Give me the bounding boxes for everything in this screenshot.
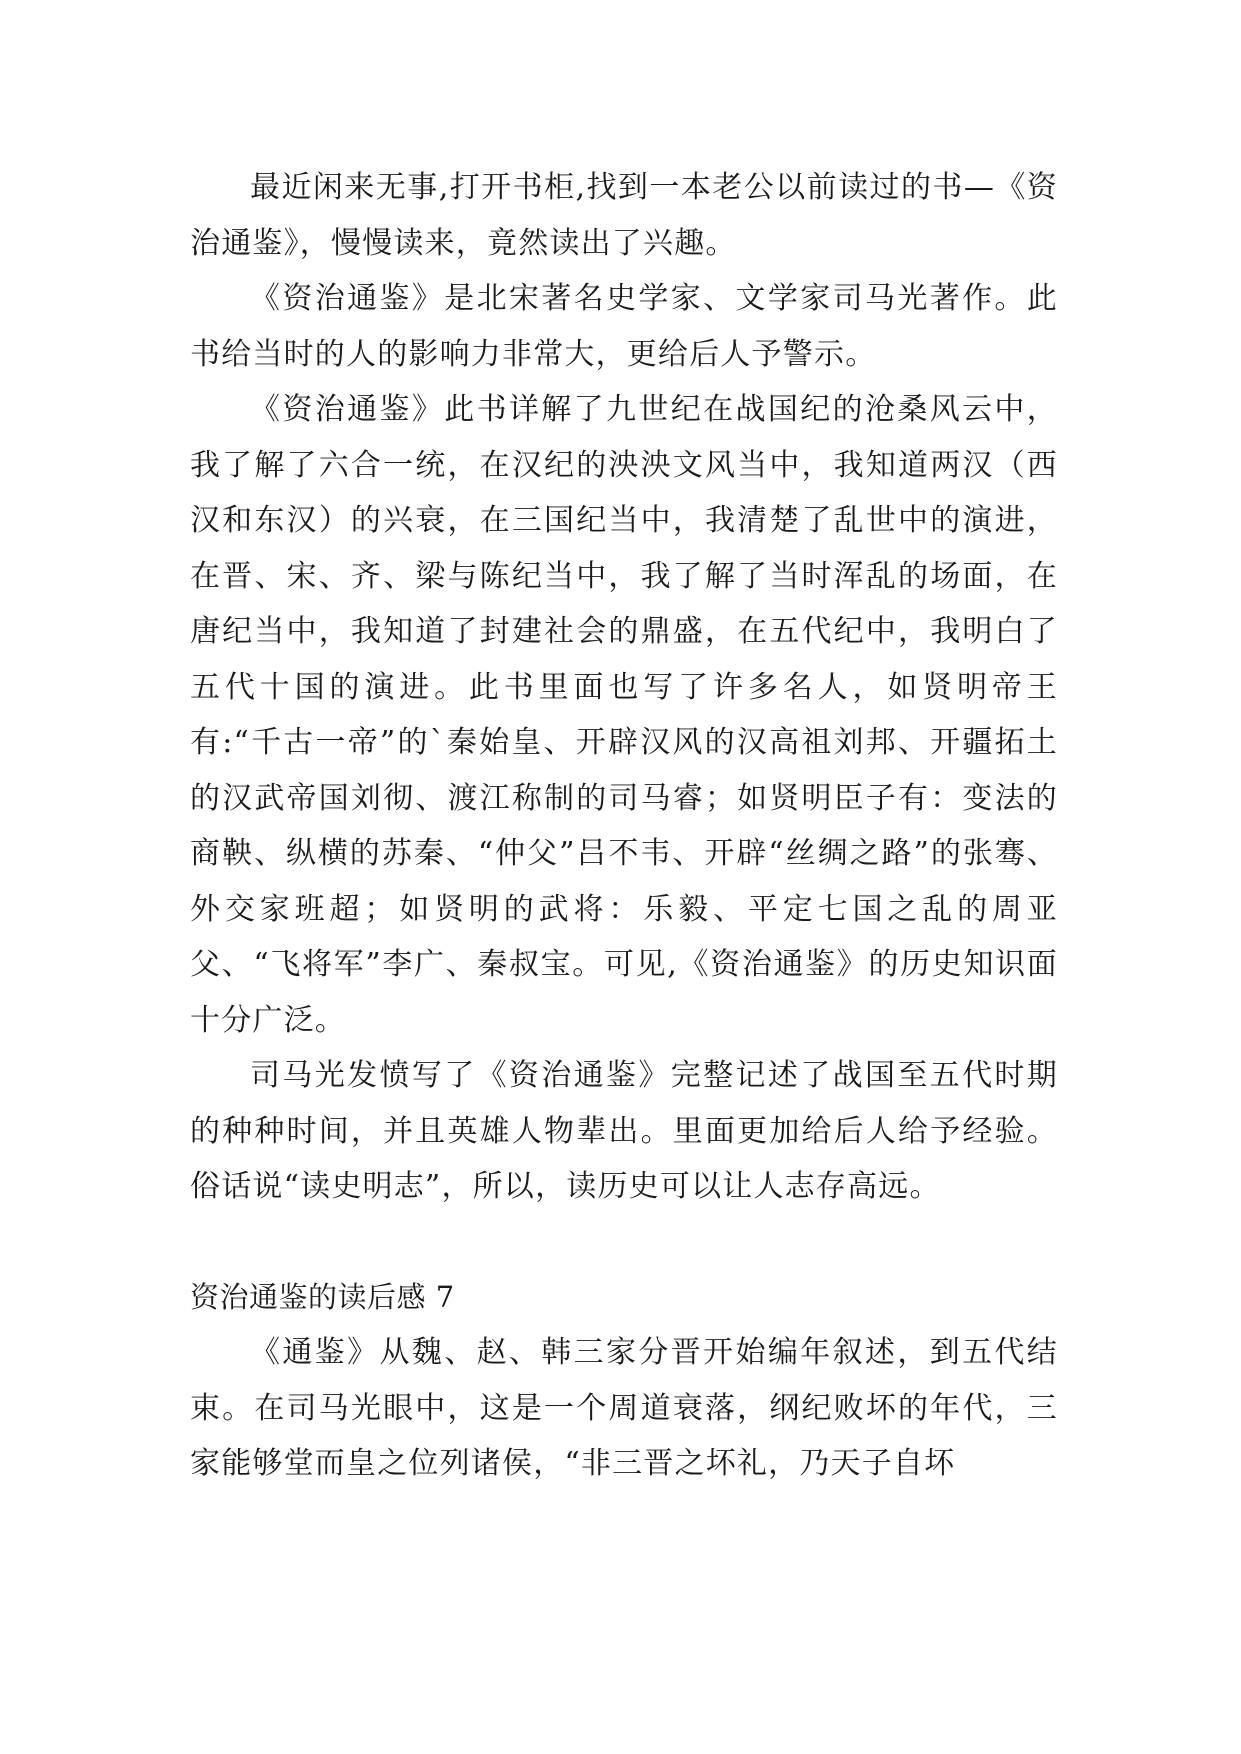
section-heading: 资治通鉴的读后感 7 — [190, 1279, 455, 1314]
paragraph-author: 《资治通鉴》是北宋著名史学家、文学家司马光著作。此书给当时的人的影响力非常大，更给后人予警示。 — [190, 281, 1058, 372]
paragraph-intro: 最近闲来无事,打开书柜,找到一本老公以前读过的书—《资治通鉴》，慢慢读来，竟然读出了兴趣。 — [190, 170, 1058, 261]
paragraph-section-7: 《通鉴》从魏、赵、韩三家分晋开始编年叙述，到五代结束。在司马光眼中，这是一个周道衰落，纲纪败坏的年代，三家能够堂而皇之位列诸侯，“非三晋之坏礼，乃天子自坏 — [190, 1335, 1058, 1481]
paragraph-conclusion: 司马光发愤写了《资治通鉴》完整记述了战国至五代时期的种种时间，并且英雄人物辈出。里面更加给后人给予经验。俗话说“读史明志”，所以，读历史可以让人志存高远。 — [190, 1058, 1058, 1204]
paragraph-history-overview: 《资治通鉴》此书详解了九世纪在战国纪的沧桑风云中，我了解了六合一统，在汉纪的泱泱文风当中，我知道两汉（西汉和东汉）的兴衰，在三国纪当中，我清楚了乱世中的演进，在晋、宋、齐、梁与陈纪当中，我了解了当时浑乱的场面，在唐纪当中，我知道了封建社会的鼎盛，在五代纪中，我明白了五代十国的演进。此书里面也写了许多名人，如贤明帝王有:“千古一帝”的`秦始皇、开辟汉风的汉高祖刘邦、开疆拓土的汉武帝国刘彻、渡江称制的司马睿；如贤明臣子有：变法的商鞅、纵横的苏秦、“仲父”吕不韦、开辟“丝绸之路”的张骞、外交家班超；如贤明的武将：乐毅、平定七国之乱的周亚父、“飞将军”李广、秦叔宝。可见,《资治通鉴》的历史知识面十分广泛。 — [190, 392, 1058, 1038]
document-body — [190, 160, 1058, 1492]
